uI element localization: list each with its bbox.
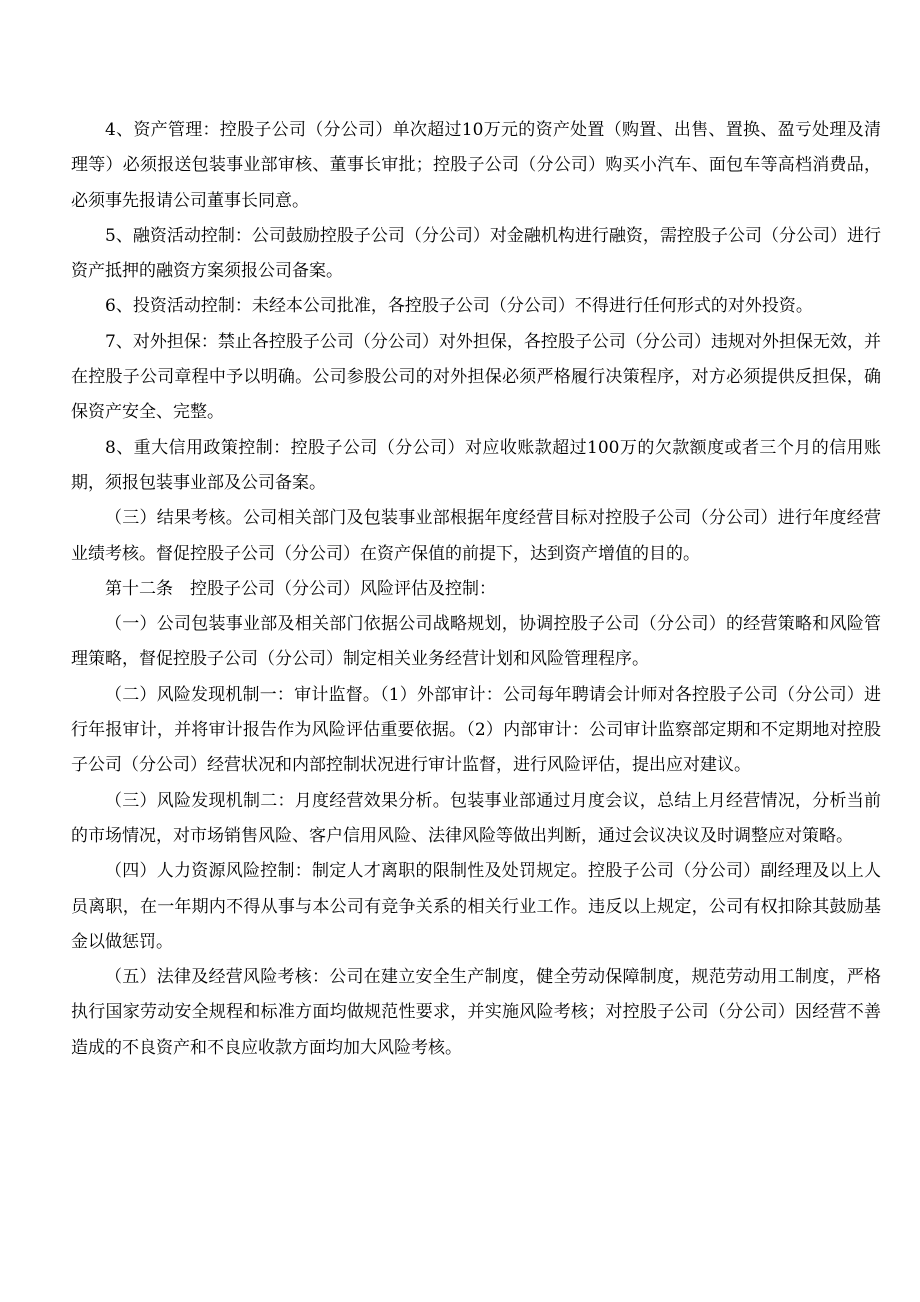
paragraph-investment-control: 6、投资活动控制：未经本公司批准，各控股子公司（分公司）不得进行任何形式的对外投资。 (105, 296, 813, 317)
paragraph-strategy-coordination: （一）公司包装事业部及相关部门依据公司战略规划，协调控股子公司（分公司）的经营策略和风险管理策略，督促控股子公司（分公司）制定相关业务经营计划和风险管理程序。 (71, 614, 881, 670)
paragraph-monthly-analysis: （三）风险发现机制二：月度经营效果分析。包装事业部通过月度会议，总结上月经营情况，分析当前的市场情况，对市场销售风险、客户信用风险、法律风险等做出判断，通过会议决议及时调整应对策略。 (71, 790, 881, 846)
document-body (71, 113, 881, 1066)
paragraph-audit-supervision: （二）风险发现机制一：审计监督。（1）外部审计：公司每年聘请会计师对各控股子公司（分公司）进行年报审计，并将审计报告作为风险评估重要依据。（2）内部审计：公司审计监察部定期和不定期地对控股子公司（分公司）经营状况和内部控制状况进行审计监督，进行风险评估，提出应对建议。 (71, 684, 881, 776)
paragraph-result-assessment: （三）结果考核。公司相关部门及包装事业部根据年度经营目标对控股子公司（分公司）进行年度经营业绩考核。督促控股子公司（分公司）在资产保值的前提下，达到资产增值的目的。 (71, 508, 881, 564)
paragraph-financing-control: 5、融资活动控制：公司鼓励控股子公司（分公司）对金融机构进行融资，需控股子公司（分公司）进行资产抵押的融资方案须报公司备案。 (71, 225, 881, 282)
paragraph-credit-policy: 8、重大信用政策控制：控股子公司（分公司）对应收账款超过100万的欠款额度或者三个月的信用账期，须报包装事业部及公司备案。 (71, 437, 881, 493)
paragraph-legal-risk-assessment: （五）法律及经营风险考核：公司在建立安全生产制度，健全劳动保障制度，规范劳动用工制度，严格执行国家劳动安全规程和标准方面均做规范性要求，并实施风险考核；对控股子公司（分公司）因经营不善造成的不良资产和不良应收款方面均加大风险考核。 (71, 967, 881, 1058)
paragraph-asset-management: 4、资产管理：控股子公司（分公司）单次超过10万元的资产处置（购置、出售、置换、盈亏处理及清理等）必须报送包装事业部审核、董事长审批；控股子公司（分公司）购买小汽车、面包车等高档消费品，必须事先报请公司董事长同意。 (71, 120, 881, 211)
article-twelve-heading: 第十二条 控股子公司（分公司）风险评估及控制： (105, 578, 496, 599)
paragraph-hr-risk-control: （四）人力资源风险控制：制定人才离职的限制性及处罚规定。控股子公司（分公司）副经理及以上人员离职，在一年期内不得从事与本公司有竞争关系的相关行业工作。违反以上规定，公司有权扣除其鼓励基金以做惩罚。 (71, 861, 881, 952)
paragraph-external-guarantee: 7、对外担保：禁止各控股子公司（分公司）对外担保，各控股子公司（分公司）违规对外担保无效，并在控股子公司章程中予以明确。公司参股公司的对外担保必须严格履行决策程序，对方必须提供反担保，确保资产安全、完整。 (71, 331, 881, 423)
